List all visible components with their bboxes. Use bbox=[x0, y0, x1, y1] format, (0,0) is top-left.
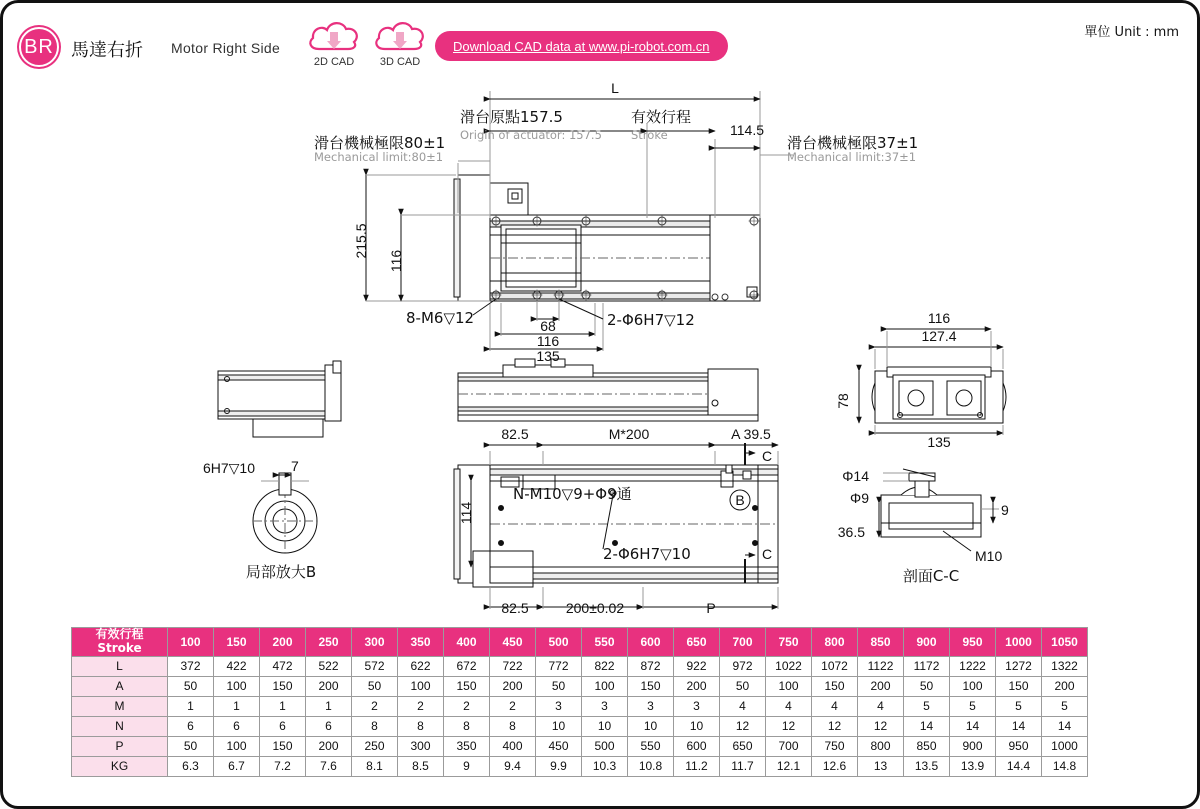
cell: 4 bbox=[766, 696, 812, 716]
cell: 2 bbox=[490, 696, 536, 716]
cell: 972 bbox=[720, 656, 766, 676]
dim-114-5: 114.5 bbox=[730, 122, 764, 138]
download-cad-link[interactable]: Download CAD data at www.pi-robot.com.cn bbox=[435, 31, 728, 61]
label-stroke-cn: 有效行程 bbox=[631, 108, 692, 126]
cell: 50 bbox=[168, 676, 214, 696]
col-header: 750 bbox=[766, 628, 812, 657]
cell: 6 bbox=[168, 716, 214, 736]
table-row bbox=[72, 656, 1088, 676]
dim-116: 116 bbox=[536, 333, 560, 349]
label-origin-en: Origin of actuator: 157.5 bbox=[460, 128, 602, 142]
cell: 6 bbox=[214, 716, 260, 736]
cell: 1000 bbox=[1042, 736, 1088, 756]
cell: 50 bbox=[904, 676, 950, 696]
cell: 950 bbox=[996, 736, 1042, 756]
note-8-M6: 8-M6▽12 bbox=[406, 309, 475, 327]
col-header: 700 bbox=[720, 628, 766, 657]
col-header: 600 bbox=[628, 628, 674, 657]
cell: 14.8 bbox=[1042, 756, 1088, 776]
page-title-cn: 馬達右折 bbox=[71, 40, 143, 61]
cell: 550 bbox=[628, 736, 674, 756]
cell: 100 bbox=[214, 736, 260, 756]
cell: 1072 bbox=[812, 656, 858, 676]
cell: 10.8 bbox=[628, 756, 674, 776]
cell: 300 bbox=[398, 736, 444, 756]
cell: 14 bbox=[904, 716, 950, 736]
cell: 800 bbox=[858, 736, 904, 756]
cell: 772 bbox=[536, 656, 582, 676]
cell: 11.7 bbox=[720, 756, 766, 776]
cell: 150 bbox=[260, 736, 306, 756]
cell: 8.5 bbox=[398, 756, 444, 776]
row-label: A bbox=[72, 676, 168, 696]
cell: 1022 bbox=[766, 656, 812, 676]
row-label: N bbox=[72, 716, 168, 736]
col-header: 950 bbox=[950, 628, 996, 657]
cell: 50 bbox=[168, 736, 214, 756]
cell: 14 bbox=[950, 716, 996, 736]
table-header-row bbox=[72, 628, 1088, 657]
table-corner-header bbox=[72, 628, 168, 657]
cell: 572 bbox=[352, 656, 398, 676]
cell: 150 bbox=[812, 676, 858, 696]
cell: 9 bbox=[444, 756, 490, 776]
corner-label-cn: 有效行程 bbox=[95, 627, 144, 641]
col-header: 550 bbox=[582, 628, 628, 657]
cell: 1 bbox=[260, 696, 306, 716]
unit-label: 單位 Unit : mm bbox=[1084, 25, 1179, 40]
cell: 3 bbox=[628, 696, 674, 716]
cell: 3 bbox=[674, 696, 720, 716]
dim-78: 78 bbox=[835, 393, 851, 409]
cell: 150 bbox=[996, 676, 1042, 696]
col-header: 350 bbox=[398, 628, 444, 657]
stroke-spec-table bbox=[71, 627, 1088, 777]
cell: 9.9 bbox=[536, 756, 582, 776]
caption-section-cc: 剖面C-C bbox=[902, 567, 960, 585]
cell: 4 bbox=[812, 696, 858, 716]
note-N-M10: N-M10▽9+Φ9通 bbox=[513, 485, 632, 503]
cell: 7.6 bbox=[306, 756, 352, 776]
cell: 12.6 bbox=[812, 756, 858, 776]
cell: 200 bbox=[490, 676, 536, 696]
cell: 1122 bbox=[858, 656, 904, 676]
cell: 50 bbox=[536, 676, 582, 696]
cell: 5 bbox=[996, 696, 1042, 716]
table-row bbox=[72, 696, 1088, 716]
cell: 7.2 bbox=[260, 756, 306, 776]
cell: 1 bbox=[168, 696, 214, 716]
cell: 11.2 bbox=[674, 756, 720, 776]
cell: 1222 bbox=[950, 656, 996, 676]
cell: 200 bbox=[306, 676, 352, 696]
cell: 200 bbox=[306, 736, 352, 756]
note-M10: M10 bbox=[975, 548, 1003, 564]
cell: 8 bbox=[398, 716, 444, 736]
cell: 6.7 bbox=[214, 756, 260, 776]
label-mech-limit-right-cn: 滑台機械極限37±1 bbox=[787, 134, 919, 152]
cell: 100 bbox=[582, 676, 628, 696]
cell: 872 bbox=[628, 656, 674, 676]
cell: 922 bbox=[674, 656, 720, 676]
cell: 100 bbox=[766, 676, 812, 696]
cell: 14 bbox=[1042, 716, 1088, 736]
label-stroke-en: Stroke bbox=[631, 128, 668, 142]
cell: 672 bbox=[444, 656, 490, 676]
cell: 100 bbox=[398, 676, 444, 696]
note-6H7-10: 6H7▽10 bbox=[202, 460, 255, 476]
cell: 6 bbox=[260, 716, 306, 736]
col-header: 1050 bbox=[1042, 628, 1088, 657]
dim-P: P bbox=[706, 600, 716, 616]
dim-116-side: 116 bbox=[927, 310, 951, 326]
cell: 6 bbox=[306, 716, 352, 736]
cell: 822 bbox=[582, 656, 628, 676]
label-mech-limit-left-en: Mechanical limit:80±1 bbox=[314, 150, 444, 164]
dim-M200: M*200 bbox=[608, 426, 650, 442]
cell: 622 bbox=[398, 656, 444, 676]
dim-114: 114 bbox=[458, 501, 474, 525]
col-header: 400 bbox=[444, 628, 490, 657]
section-mark-c-bottom: C bbox=[761, 546, 773, 562]
col-header: 850 bbox=[858, 628, 904, 657]
dim-82-5-top: 82.5 bbox=[501, 426, 529, 442]
col-header: 450 bbox=[490, 628, 536, 657]
col-header: 800 bbox=[812, 628, 858, 657]
cell: 2 bbox=[398, 696, 444, 716]
col-header: 100 bbox=[168, 628, 214, 657]
cell: 13.5 bbox=[904, 756, 950, 776]
cell: 8 bbox=[352, 716, 398, 736]
cell: 8 bbox=[490, 716, 536, 736]
cell: 3 bbox=[536, 696, 582, 716]
label-mech-limit-right-en: Mechanical limit:37±1 bbox=[787, 150, 917, 164]
cell: 1322 bbox=[1042, 656, 1088, 676]
cell: 14.4 bbox=[996, 756, 1042, 776]
dim-L: L bbox=[611, 80, 619, 96]
cell: 10 bbox=[582, 716, 628, 736]
cell: 200 bbox=[1042, 676, 1088, 696]
dim-116-vertical: 116 bbox=[388, 249, 404, 273]
cell: 200 bbox=[674, 676, 720, 696]
cell: 450 bbox=[536, 736, 582, 756]
cell: 12 bbox=[812, 716, 858, 736]
dim-127-4: 127.4 bbox=[921, 328, 957, 344]
cell: 850 bbox=[904, 736, 950, 756]
cell: 1 bbox=[214, 696, 260, 716]
cell: 150 bbox=[260, 676, 306, 696]
cell: 8.1 bbox=[352, 756, 398, 776]
col-header: 250 bbox=[306, 628, 352, 657]
dim-68: 68 bbox=[540, 318, 556, 334]
cell: 250 bbox=[352, 736, 398, 756]
badge-label: BR bbox=[24, 35, 54, 58]
cell: 472 bbox=[260, 656, 306, 676]
dim-9: 9 bbox=[1001, 502, 1009, 518]
row-label: L bbox=[72, 656, 168, 676]
table-row bbox=[72, 756, 1088, 776]
cell: 2 bbox=[444, 696, 490, 716]
col-header: 650 bbox=[674, 628, 720, 657]
cell: 750 bbox=[812, 736, 858, 756]
note-2-phi6H7-10: 2-Φ6H7▽10 bbox=[603, 545, 691, 563]
col-header: 300 bbox=[352, 628, 398, 657]
table-row bbox=[72, 676, 1088, 696]
cell: 150 bbox=[444, 676, 490, 696]
cell: 700 bbox=[766, 736, 812, 756]
note-2-phi6H7-12: 2-Φ6H7▽12 bbox=[607, 311, 695, 329]
cell: 722 bbox=[490, 656, 536, 676]
cell: 372 bbox=[168, 656, 214, 676]
dim-7: 7 bbox=[291, 458, 299, 474]
dim-36-5: 36.5 bbox=[837, 524, 865, 540]
section-mark-c-top: C bbox=[761, 448, 773, 464]
dim-phi9: Φ9 bbox=[850, 490, 869, 506]
cell: 12 bbox=[720, 716, 766, 736]
cell: 5 bbox=[950, 696, 996, 716]
cell: 1272 bbox=[996, 656, 1042, 676]
cell: 150 bbox=[628, 676, 674, 696]
table-row bbox=[72, 736, 1088, 756]
dim-200-tolerance: 200±0.02 bbox=[565, 600, 625, 616]
cell: 6.3 bbox=[168, 756, 214, 776]
cell: 200 bbox=[858, 676, 904, 696]
dim-A-39-5: A 39.5 bbox=[731, 426, 771, 442]
dim-215-5: 215.5 bbox=[353, 223, 369, 259]
dim-135-side: 135 bbox=[927, 434, 951, 450]
label-origin-cn: 滑台原點157.5 bbox=[460, 108, 563, 126]
cad-2d-label: 2D CAD bbox=[313, 56, 355, 68]
cell: 12 bbox=[858, 716, 904, 736]
table-row bbox=[72, 716, 1088, 736]
cell: 5 bbox=[904, 696, 950, 716]
cell: 400 bbox=[490, 736, 536, 756]
cad-3d-label: 3D CAD bbox=[379, 56, 421, 68]
cell: 3 bbox=[582, 696, 628, 716]
cell: 13 bbox=[858, 756, 904, 776]
cell: 1172 bbox=[904, 656, 950, 676]
cell: 650 bbox=[720, 736, 766, 756]
col-header: 500 bbox=[536, 628, 582, 657]
col-header: 900 bbox=[904, 628, 950, 657]
cell: 100 bbox=[214, 676, 260, 696]
cell: 4 bbox=[858, 696, 904, 716]
cell: 2 bbox=[352, 696, 398, 716]
cell: 10 bbox=[536, 716, 582, 736]
dim-135: 135 bbox=[536, 348, 560, 364]
col-header: 1000 bbox=[996, 628, 1042, 657]
cell: 100 bbox=[950, 676, 996, 696]
row-label: P bbox=[72, 736, 168, 756]
cell: 1 bbox=[306, 696, 352, 716]
cell: 4 bbox=[720, 696, 766, 716]
cell: 900 bbox=[950, 736, 996, 756]
detail-mark-b: B bbox=[735, 492, 745, 508]
col-header: 200 bbox=[260, 628, 306, 657]
cell: 13.9 bbox=[950, 756, 996, 776]
cell: 12.1 bbox=[766, 756, 812, 776]
cell: 600 bbox=[674, 736, 720, 756]
row-label: KG bbox=[72, 756, 168, 776]
corner-label-en: Stroke bbox=[97, 640, 142, 655]
col-header: 150 bbox=[214, 628, 260, 657]
page-title-en: Motor Right Side bbox=[171, 40, 281, 56]
dim-82-5-bottom: 82.5 bbox=[501, 600, 529, 616]
cell: 500 bbox=[582, 736, 628, 756]
cell: 5 bbox=[1042, 696, 1088, 716]
caption-detail-b: 局部放大B bbox=[245, 563, 317, 581]
cell: 50 bbox=[352, 676, 398, 696]
cell: 350 bbox=[444, 736, 490, 756]
label-mech-limit-left-cn: 滑台機械極限80±1 bbox=[314, 134, 446, 152]
row-label: M bbox=[72, 696, 168, 716]
cell: 422 bbox=[214, 656, 260, 676]
cell: 10 bbox=[674, 716, 720, 736]
dim-phi14: Φ14 bbox=[842, 468, 869, 484]
cell: 10.3 bbox=[582, 756, 628, 776]
cell: 50 bbox=[720, 676, 766, 696]
cell: 14 bbox=[996, 716, 1042, 736]
cell: 12 bbox=[766, 716, 812, 736]
cell: 522 bbox=[306, 656, 352, 676]
cell: 9.4 bbox=[490, 756, 536, 776]
cell: 10 bbox=[628, 716, 674, 736]
cell: 8 bbox=[444, 716, 490, 736]
